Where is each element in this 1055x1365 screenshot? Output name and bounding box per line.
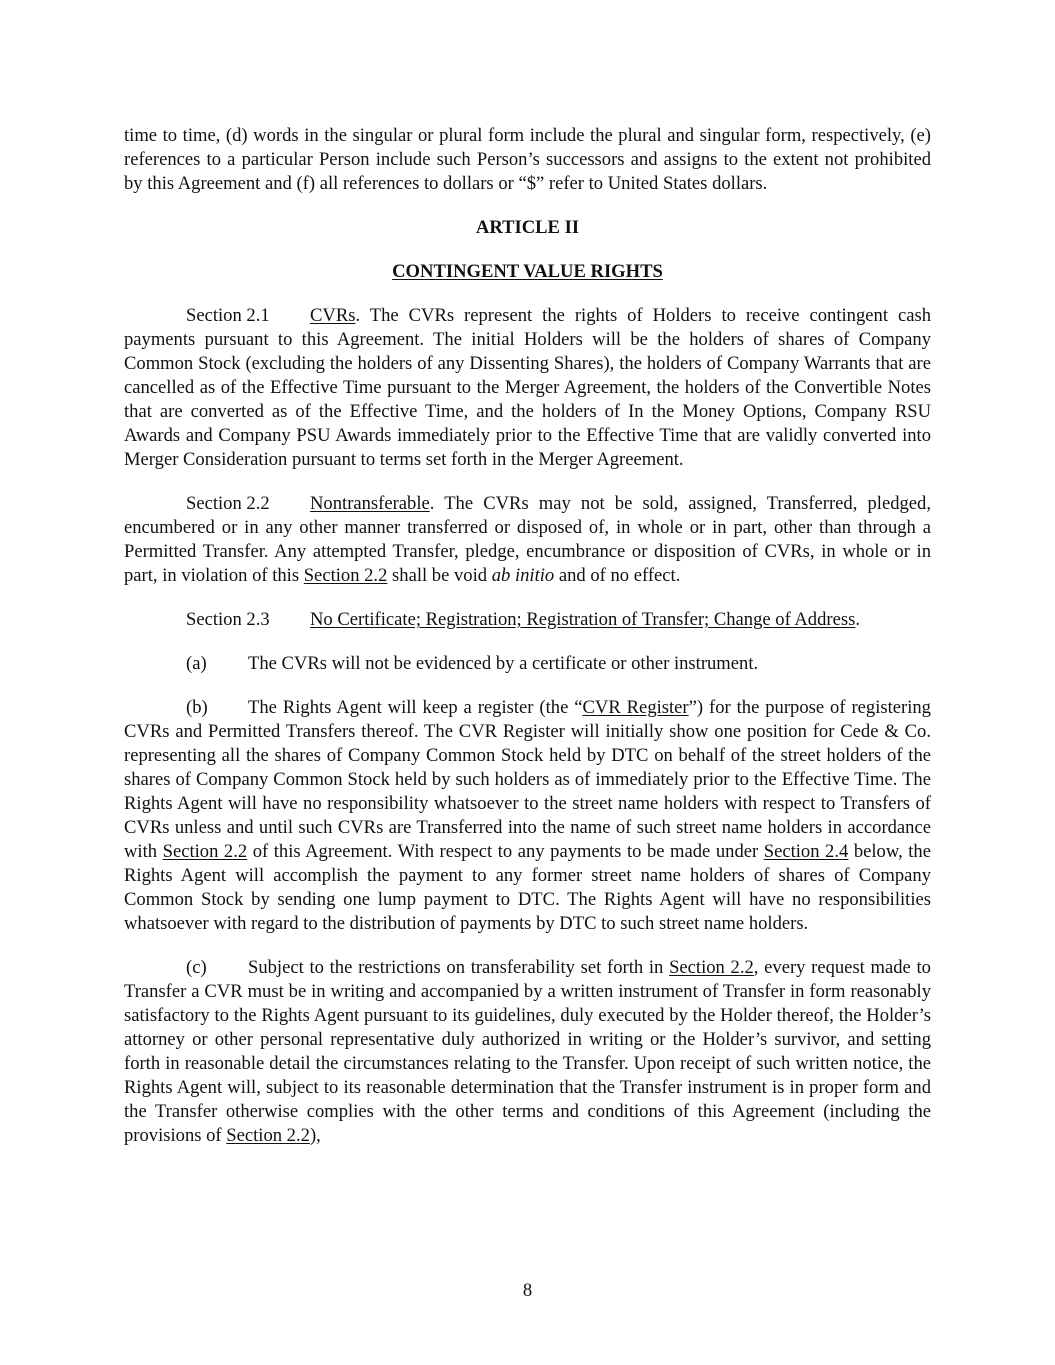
clause-b-text-3: of this Agreement. With respect to any payments to be made under bbox=[247, 841, 764, 862]
section-ref-link[interactable]: Section 2.2 bbox=[669, 957, 754, 978]
clause-b-text-4: below, the Rights Agent will accomplish the payment to any former street name holders of shares of Company Common Stock by sending one lump payment to DTC. The Rights Agent will have no responsibilities whatsoever with regard to the distribution of payments by DTC to such street name holders. bbox=[124, 841, 931, 934]
intro-paragraph: time to time, (d) words in the singular or plural form include the plural and singular form, respectively, (e) references to a particular Person include such Person’s successors and assigns to the extent not prohibited by this Agreement and (f) all references to dollars or “$” refer to United States dollars. bbox=[124, 125, 931, 194]
section-2-2-number: Section 2.2 bbox=[186, 493, 270, 514]
article-heading: ARTICLE II bbox=[475, 217, 580, 238]
clause-c-text-2: , every request made to Transfer a CVR must be in writing and accompanied by a written instrument of Transfer in form reasonably satisfactory to the Rights Agent pursuant to its guidelines, duly executed by the Holder thereof, the Holder’s attorney or other personal representative duly authorized in writing or the Holder’s survivor, and setting forth in reasonable detail the circumstances relating to the Transfer. Upon receipt of such written notice, the Rights Agent will, subject to its reasonable determination that the Transfer instrument is in proper form and the Transfer otherwise complies with the other terms and conditions of this Agreement (including the provisions of bbox=[124, 957, 931, 1146]
article-title-text: CONTINGENT VALUE RIGHTS bbox=[392, 261, 663, 282]
section-2-2 bbox=[124, 492, 931, 588]
article-title bbox=[124, 260, 931, 284]
section-2-3 bbox=[124, 608, 931, 632]
section-ref-link[interactable]: Section 2.2 bbox=[303, 565, 388, 586]
defined-term: CVR Register bbox=[582, 697, 689, 718]
clause-b-text-2: ”) for the purpose of registering CVRs and Permitted Transfers thereof. The CVR Register will initially show one position for Cede & Co. representing all the shares of Company Common Stock held by DTC on behalf of the street holders of the shares of Company Common Stock held by such holders as of immediately prior to the Effective Time. The Rights Agent will have no responsibility whatsoever to the street name holders with respect to Transfers of CVRs unless and until such CVRs are Transferred into the name of such street name holders in accordance with bbox=[124, 697, 931, 862]
section-ref-link[interactable]: Section 2.4 bbox=[763, 841, 849, 862]
section-2-1-number: Section 2.1 bbox=[186, 305, 270, 326]
clause-a-text: The CVRs will not be evidenced by a certificate or other instrument. bbox=[248, 653, 759, 674]
section-2-2-body-2: shall be void bbox=[387, 565, 492, 586]
clause-b bbox=[124, 696, 931, 936]
section-ref-link[interactable]: Section 2.2 bbox=[226, 1125, 310, 1146]
section-2-3-period: . bbox=[855, 609, 860, 630]
section-2-2-body-3: and of no effect. bbox=[554, 565, 681, 586]
document-page bbox=[124, 124, 931, 1148]
section-2-3-number: Section 2.3 bbox=[186, 609, 270, 630]
clause-b-label: (b) bbox=[186, 697, 208, 718]
latin-term: ab initio bbox=[491, 565, 555, 586]
section-2-1-body: . The CVRs represent the rights of Holders to receive contingent cash payments pursuant to this Agreement. The initial Holders will be the holders of shares of Company Common Stock (excluding the holders of any Dissenting Shares), the holders of Company Warrants that are cancelled as of the Effective Time pursuant to the Merger Agreement, the holders of the Convertible Notes that are converted as of the Effective Time, and the holders of In the Money Options, Company RSU Awards and Company PSU Awards immediately prior to the Effective Time that are validly converted into Merger Consideration pursuant to terms set forth in the Merger Agreement. bbox=[124, 305, 931, 470]
clause-a-label: (a) bbox=[186, 653, 207, 674]
clause-a bbox=[124, 652, 931, 676]
page-number: 8 bbox=[522, 1280, 533, 1301]
clause-c bbox=[124, 956, 931, 1148]
clause-c-label: (c) bbox=[186, 957, 207, 978]
section-2-2-body-1: . The CVRs may not be sold, assigned, Transferred, pledged, encumbered or in any other manner transferred or disposed of, in whole or in part, other than through a Permitted Transfer. Any attempted Transfer, pledge, encumbrance or disposition of CVRs, in whole or in part, in violation of this bbox=[124, 493, 931, 586]
clause-c-text-1: Subject to the restrictions on transferability set forth in bbox=[248, 957, 670, 978]
clause-b-text-1: The Rights Agent will keep a register (the “ bbox=[248, 697, 583, 718]
section-2-1 bbox=[124, 304, 931, 472]
section-2-2-title: Nontransferable bbox=[310, 493, 430, 514]
section-ref-link[interactable]: Section 2.2 bbox=[162, 841, 248, 862]
section-2-3-title: No Certificate; Registration; Registration of Transfer; Change of Address bbox=[310, 609, 856, 630]
section-2-1-title: CVRs bbox=[310, 305, 356, 326]
clause-c-text-3: ), bbox=[309, 1125, 321, 1146]
